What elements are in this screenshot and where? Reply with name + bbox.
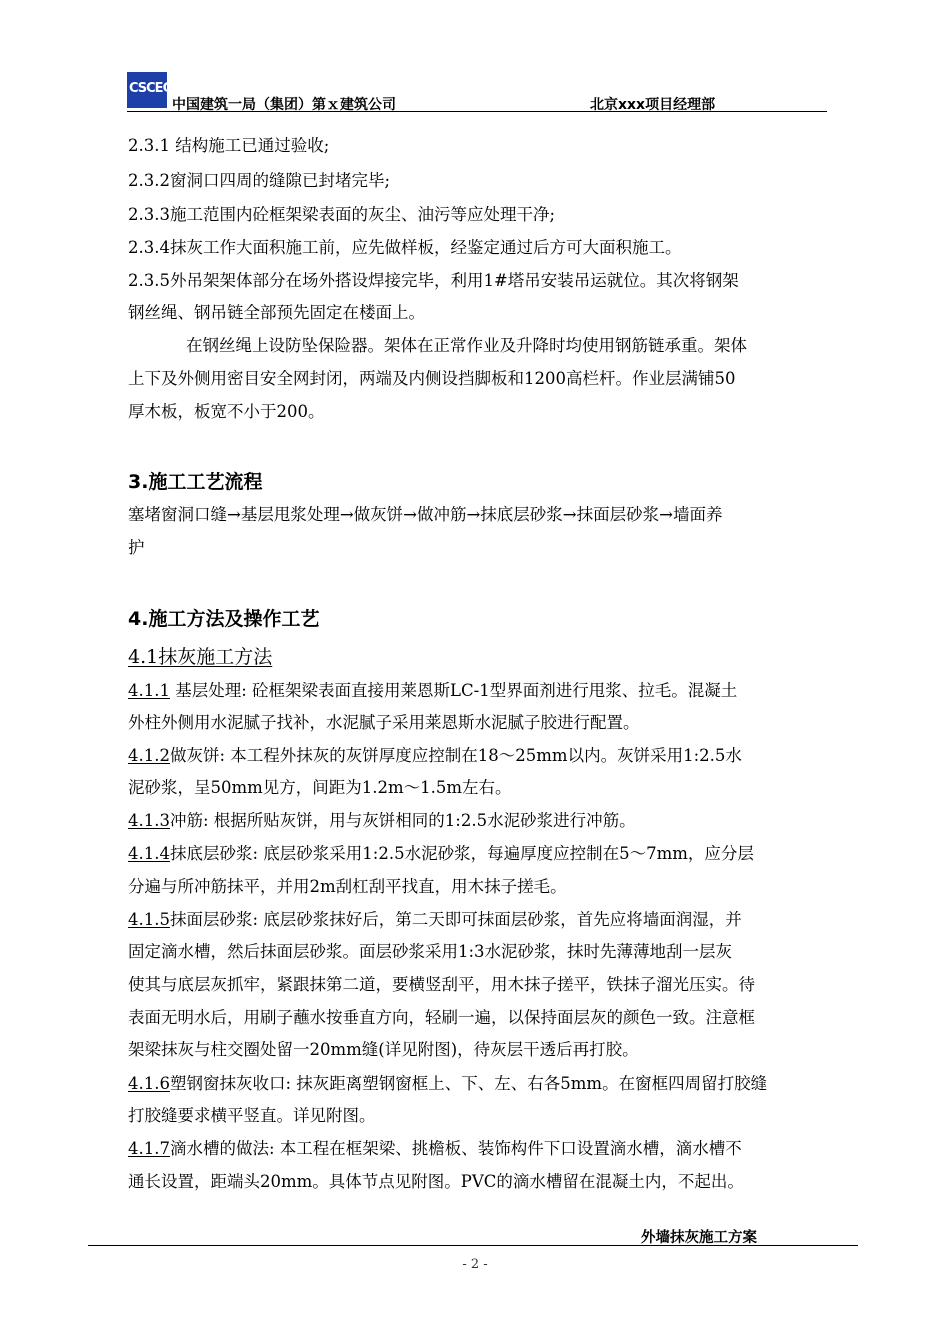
item-2-3-3: 2.3.3施工范围内砼框架梁表面的灰尘、油污等应处理干净; <box>128 205 556 224</box>
item-4-1-7-line2: 通长设置，距端头20mm。具体节点见附图。PVC的滴水槽留在混凝土内，不起出。 <box>128 1172 744 1191</box>
item-4-1-4-line2: 分遍与所冲筋抹平，并用2m刮杠刮平找直，用木抹子搓毛。 <box>128 877 567 896</box>
footer-doc-title: 外墙抹灰施工方案 <box>641 1230 757 1246</box>
item-2-3-5-line1: 2.3.5外吊架架体部分在场外搭设焊接完毕，利用1#塔吊安装吊运就位。其次将钢架 <box>128 271 739 290</box>
item-4-1-6-line2: 打胶缝要求横平竖直。详见附图。 <box>128 1106 376 1125</box>
paragraph-safety-line1: 在钢丝绳上设防坠保险器。架体在正常作业及升降时均使用钢筋链承重。架体 <box>186 336 747 355</box>
item-4-1-6-line1 <box>128 1076 767 1093</box>
item-number: 4.1.5 <box>128 910 170 929</box>
item-text: 抹面层砂浆: 底层砂浆抹好后，第二天即可抹面层砂浆，首先应将墙面润湿，并 <box>169 910 742 929</box>
item-text: 冲筋: 根据所贴灰饼，用与灰饼相同的1:2.5水泥砂浆进行冲筋。 <box>169 811 636 830</box>
item-4-1-5-line2: 固定滴水槽，然后抹面层砂浆。面层砂浆采用1:3水泥砂浆，抹时先薄薄地刮一层灰 <box>128 942 733 961</box>
item-2-3-5-line2: 钢丝绳、钢吊链全部预先固定在楼面上。 <box>128 303 425 322</box>
item-number: 4.1.1 <box>128 681 170 700</box>
item-4-1-1-line2: 外柱外侧用水泥腻子找补，水泥腻子采用莱恩斯水泥腻子胶进行配置。 <box>128 713 640 732</box>
item-4-1-2-line2: 泥砂浆，呈50mm见方，间距为1.2m～1.5m左右。 <box>128 778 512 797</box>
item-text: 抹底层砂浆: 底层砂浆采用1:2.5水泥砂浆，每遍厚度应控制在5～7mm，应分层 <box>169 844 754 863</box>
item-4-1-5-line4: 表面无明水后，用刷子蘸水按垂直方向，轻刷一遍，以保持面层灰的颜色一致。注意框 <box>128 1008 755 1027</box>
item-4-1-4-line1 <box>128 846 754 863</box>
item-2-3-4: 2.3.4抹灰工作大面积施工前，应先做样板，经鉴定通过后方可大面积施工。 <box>128 238 682 257</box>
footer-rule <box>88 1245 858 1246</box>
paragraph-safety-line2: 上下及外侧用密目安全网封闭，两端及内侧设挡脚板和1200高栏杆。作业层满铺50 <box>128 369 736 388</box>
item-4-1-7-line1 <box>128 1141 742 1158</box>
item-text: 基层处理: 砼框架梁表面直接用莱恩斯LC-1型界面剂进行甩浆、拉毛。混凝土 <box>169 681 738 700</box>
section-3-heading: 3.施工工艺流程 <box>128 471 263 493</box>
item-number: 4.1.7 <box>128 1139 170 1158</box>
item-4-1-5-line1 <box>128 912 742 929</box>
item-number: 4.1.2 <box>128 746 170 765</box>
item-4-1-5-line5: 架梁抹灰与柱交圈处留一20mm缝(详见附图)，待灰层干透后再打胶。 <box>128 1040 639 1059</box>
section-4-heading: 4.施工方法及操作工艺 <box>128 608 320 630</box>
paragraph-safety-line3: 厚木板，板宽不小于200。 <box>128 402 325 421</box>
item-4-1-1-line1 <box>128 683 737 700</box>
item-4-1-5-line3: 使其与底层灰抓牢，紧跟抹第二道，要横竖刮平，用木抹子搓平，铁抹子溜光压实。待 <box>128 975 755 994</box>
item-2-3-2: 2.3.2窗洞口四周的缝隙已封堵完毕; <box>128 171 391 190</box>
section-3-flow-line2: 护 <box>128 538 145 557</box>
header-rule <box>127 111 827 112</box>
header-company: 中国建筑一局（集团）第ｘ建筑公司 <box>172 97 396 113</box>
item-number: 4.1.3 <box>128 811 170 830</box>
item-4-1-3-line1 <box>128 813 636 830</box>
item-text: 滴水槽的做法: 本工程在框架梁、挑檐板、装饰构件下口设置滴水槽，滴水槽不 <box>169 1139 742 1158</box>
section-3-flow-line1: 塞堵窗洞口缝→基层甩浆处理→做灰饼→做冲筋→抹底层砂浆→抹面层砂浆→墙面养 <box>128 505 723 524</box>
header-department: 北京xxx项目经理部 <box>590 97 716 113</box>
section-4-1-heading: 4.1抹灰施工方法 <box>128 646 273 668</box>
item-number: 4.1.6 <box>128 1074 170 1093</box>
item-2-3-1: 2.3.1 结构施工已通过验收; <box>128 136 330 155</box>
company-logo <box>127 72 172 108</box>
logo-text: CSCEC <box>129 81 172 96</box>
item-text: 塑钢窗抹灰收口: 抹灰距离塑钢窗框上、下、左、右各5mm。在窗框四周留打胶缝 <box>169 1074 768 1093</box>
item-4-1-2-line1 <box>128 748 742 765</box>
page-number: - 2 - <box>462 1257 488 1272</box>
item-number: 4.1.4 <box>128 844 170 863</box>
item-text: 做灰饼: 本工程外抹灰的灰饼厚度应控制在18～25mm以内。灰饼采用1:2.5水 <box>169 746 742 765</box>
